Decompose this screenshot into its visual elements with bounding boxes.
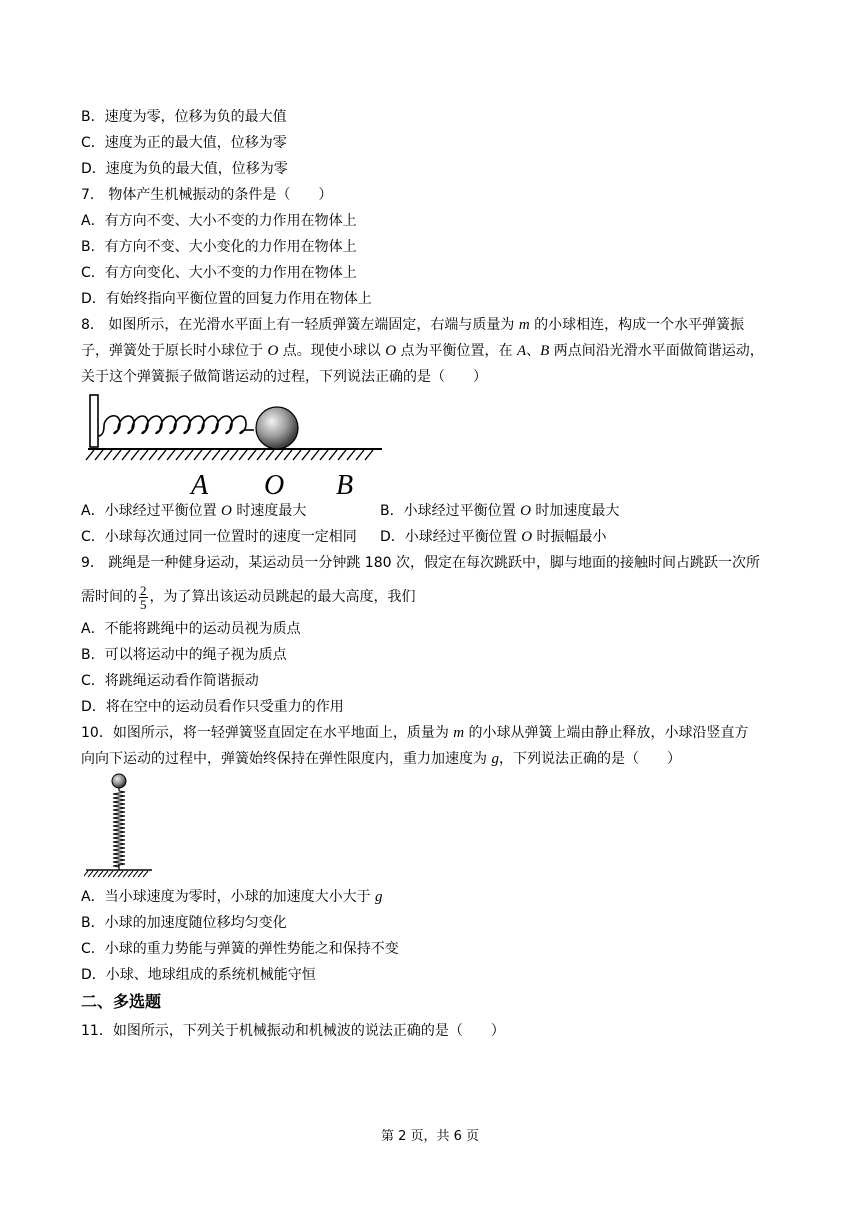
small-ball <box>112 774 126 788</box>
fraction-two-fifths: $\frac{2}{5}$ <box>140 582 147 612</box>
q11-stem: 11．如图所示，下列关于机械振动和机械波的说法正确的是（ ） <box>81 1023 505 1039</box>
q8-option-d: D．小球经过平衡位置 O 时振幅最小 <box>380 529 607 545</box>
q8-stem-line1: 8． 如图所示，在光滑水平面上有一轻质弹簧左端固定，右端与质量为 m 的小球相连，构成一个水平弹簧振 <box>81 317 745 333</box>
q8-stem-line2: 子，弹簧处于原长时小球位于 O 点。现使小球以 O 点为平衡位置，在 A、B 两点间沿光滑水平面做简谐运动， <box>81 343 764 359</box>
q10-option-a: A．当小球速度为零时，小球的加速度大小大于 g <box>81 889 383 905</box>
horizontal-spring-figure <box>84 392 388 500</box>
q8-options-row1 <box>81 502 306 520</box>
page-footer: 第 2 页，共 6 页 <box>380 1129 480 1144</box>
vertical-spring-figure <box>84 770 156 880</box>
q10-option-b: B．小球的加速度随位移均匀变化 <box>81 915 287 931</box>
q10-option-c: C．小球的重力势能与弹簧的弹性势能之和保持不变 <box>81 941 399 957</box>
section-heading-multiple-choice: 二、多选题 <box>81 992 162 1011</box>
q8-option-c: C．小球每次通过同一位置时的速度一定相同 <box>81 529 357 545</box>
ball <box>256 407 298 449</box>
q9-option-d: D．将在空中的运动员看作只受重力的作用 <box>81 699 344 715</box>
label-b: B <box>336 470 354 500</box>
q9-option-b: B．可以将运动中的绳子视为质点 <box>81 647 287 663</box>
q8-stem-line3: 关于这个弹簧振子做简谐运动的过程，下列说法正确的是（ ） <box>81 369 487 385</box>
q6-option-c: C．速度为正的最大值，位移为零 <box>81 135 287 151</box>
q9-stem-line1: 9． 跳绳是一种健身运动，某运动员一分钟跳 180 次，假定在每次跳跃中，脚与地面的接触时间占跳跃一次所 <box>81 555 760 571</box>
q8-option-a: A．小球经过平衡位置 O 时速度最大 <box>81 503 307 519</box>
q7-option-c: C．有方向变化、大小不变的力作用在物体上 <box>81 265 357 281</box>
q9-option-c: C．将跳绳运动看作简谐振动 <box>81 673 259 689</box>
q7-option-b: B．有方向不变、大小变化的力作用在物体上 <box>81 239 357 255</box>
q7-stem: 7． 物体产生机械振动的条件是（ ） <box>81 187 333 203</box>
q7-option-a: A．有方向不变、大小不变的力作用在物体上 <box>81 213 357 229</box>
q6-option-d: D．速度为负的最大值，位移为零 <box>81 161 288 177</box>
label-o: O <box>264 470 285 500</box>
q10-stem-line1: 10．如图所示，将一轻弹簧竖直固定在水平地面上，质量为 m 的小球从弹簧上端由静止释放，小球沿竖直方 <box>81 725 749 741</box>
q8-option-b: B．小球经过平衡位置 O 时加速度最大 <box>380 503 620 519</box>
q7-option-d: D．有始终指向平衡位置的回复力作用在物体上 <box>81 291 372 307</box>
q6-option-b: B．速度为零，位移为负的最大值 <box>81 109 287 125</box>
q10-stem-line2: 向向下运动的过程中，弹簧始终保持在弹性限度内，重力加速度为 g，下列说法正确的是（ ） <box>81 751 681 767</box>
q9-option-a: A．不能将跳绳中的运动员视为质点 <box>81 621 301 637</box>
label-a: A <box>191 470 209 500</box>
q10-option-d: D．小球、地球组成的系统机械能守恒 <box>81 967 316 983</box>
q9-stem-line2: 需时间的 $\frac{2}{5}$ ，为了算出该运动员跳起的最大高度，我们 <box>81 582 416 612</box>
